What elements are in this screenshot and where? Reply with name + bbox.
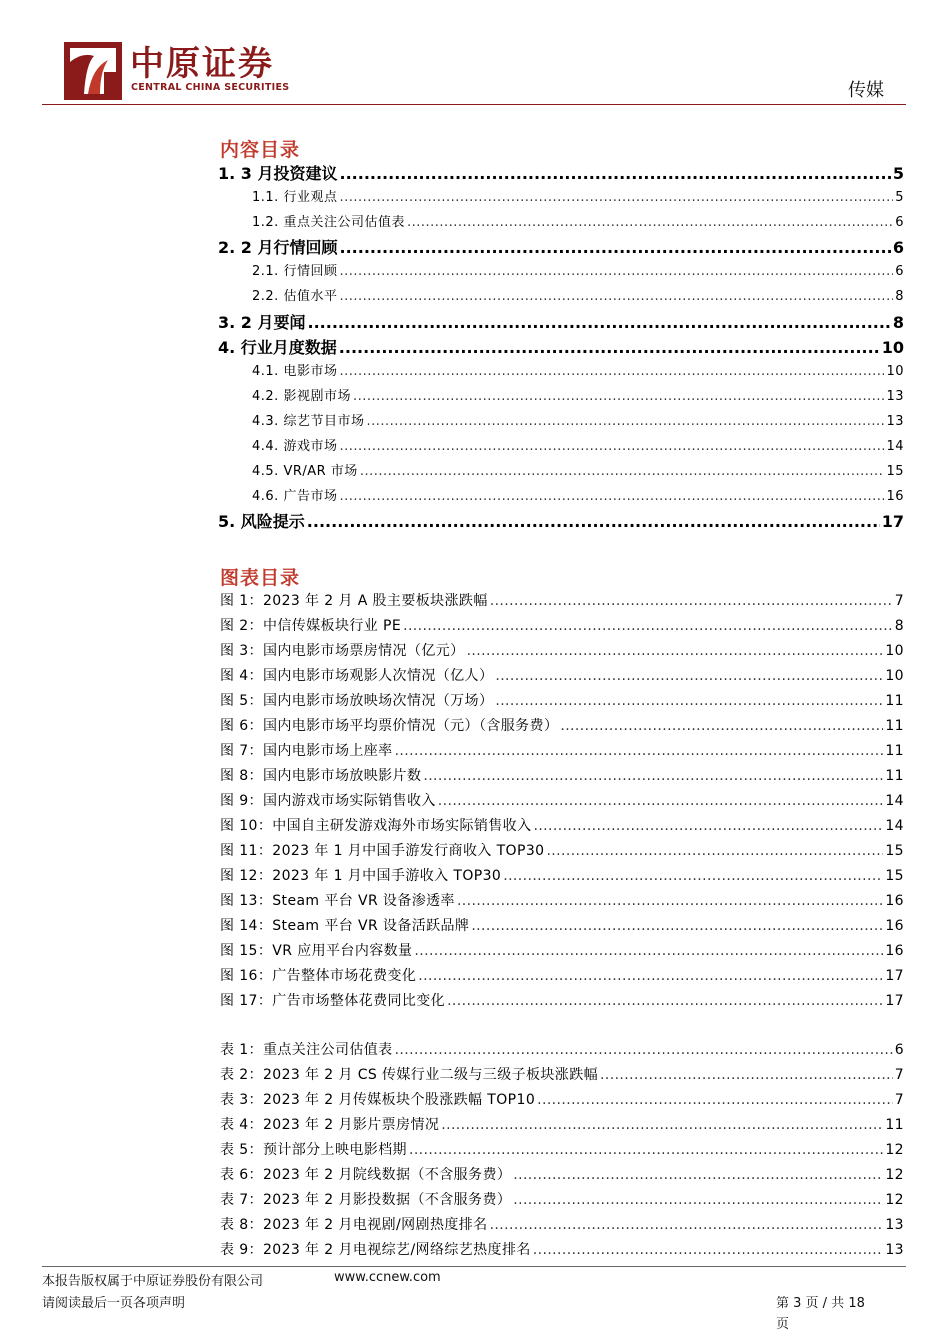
table-entry[interactable]: 表 2：2023 年 2 月 CS 传媒行业二级与三级子板块涨跌幅 ..... 7 xyxy=(220,1065,904,1085)
figure-entry[interactable]: 图 13：Steam 平台 VR 设备渗透率 ..... 16 xyxy=(220,891,904,911)
figure-entry[interactable]: 图 8：国内电影市场放映影片数 ..... 11 xyxy=(220,766,904,786)
toc-entry[interactable]: 4. 行业月度数据 ..... 10 xyxy=(218,337,904,359)
toc-entry[interactable]: 4.5. VR/AR 市场 ..... 15 xyxy=(252,462,904,482)
table-entry[interactable]: 表 3：2023 年 2 月传媒板块个股涨跌幅 TOP10 ..... 7 xyxy=(220,1090,904,1110)
figure-entry[interactable]: 图 9：国内游戏市场实际销售收入 ..... 14 xyxy=(220,791,904,811)
toc-entry[interactable]: 4.1. 电影市场 ..... 10 xyxy=(252,362,904,382)
company-logo-icon xyxy=(64,42,122,100)
page-number: 第 3 页 / 共 18 xyxy=(776,1296,865,1311)
toc-entry[interactable]: 2.1. 行情回顾 ..... 6 xyxy=(252,262,904,282)
toc-entry[interactable]: 3. 2 月要闻 ..... 8 xyxy=(218,312,904,334)
toc-entry[interactable]: 1.1. 行业观点 ..... 5 xyxy=(252,188,904,208)
figure-entry[interactable]: 图 4：国内电影市场观影人次情况（亿人） ..... 10 xyxy=(220,666,904,686)
page-number-suffix: 页 xyxy=(776,1317,790,1332)
figure-entry[interactable]: 图 16：广告整体市场花费变化 ..... 17 xyxy=(220,966,904,986)
table-entry[interactable]: 表 7：2023 年 2 月影投数据（不含服务费） ..... 12 xyxy=(220,1190,904,1210)
footer-disclaimer: 请阅读最后一页各项声明 xyxy=(42,1296,186,1311)
toc-entry[interactable]: 4.3. 综艺节目市场 ..... 13 xyxy=(252,412,904,432)
footer-website-link[interactable]: www.ccnew.com xyxy=(334,1270,441,1285)
table-entry[interactable]: 表 6：2023 年 2 月院线数据（不含服务费） ..... 12 xyxy=(220,1165,904,1185)
figure-entry[interactable]: 图 14：Steam 平台 VR 设备活跃品牌 ..... 16 xyxy=(220,916,904,936)
figures-title: 图表目录 xyxy=(220,567,301,589)
figure-entry[interactable]: 图 17：广告市场整体花费同比变化 ..... 17 xyxy=(220,991,904,1011)
logo-chinese-name: 中原证券 xyxy=(130,44,274,84)
toc-entry[interactable]: 1. 3 月投资建议 ..... 5 xyxy=(218,163,904,185)
toc-entry[interactable]: 4.2. 影视剧市场 ..... 13 xyxy=(252,387,904,407)
figure-entry[interactable]: 图 1：2023 年 2 月 A 股主要板块涨跌幅 ..... 7 xyxy=(220,591,904,611)
page-header xyxy=(0,0,950,110)
toc-entry[interactable]: 2. 2 月行情回顾 ..... 6 xyxy=(218,237,904,259)
figure-entry[interactable]: 图 2：中信传媒板块行业 PE ..... 8 xyxy=(220,616,904,636)
figure-entry[interactable]: 图 10：中国自主研发游戏海外市场实际销售收入 ..... 14 xyxy=(220,816,904,836)
table-entry[interactable]: 表 1：重点关注公司估值表 ..... 6 xyxy=(220,1040,904,1060)
figure-entry[interactable]: 图 15：VR 应用平台内容数量 ..... 16 xyxy=(220,941,904,961)
toc-entry[interactable]: 2.2. 估值水平 ..... 8 xyxy=(252,287,904,307)
table-entry[interactable]: 表 4：2023 年 2 月影片票房情况 ..... 11 xyxy=(220,1115,904,1135)
toc-entry[interactable]: 1.2. 重点关注公司估值表 ..... 6 xyxy=(252,213,904,233)
toc-entry[interactable]: 4.4. 游戏市场 ..... 14 xyxy=(252,437,904,457)
footer-copyright: 本报告版权属于中原证券股份有限公司 xyxy=(42,1274,264,1289)
figure-entry[interactable]: 图 5：国内电影市场放映场次情况（万场） ..... 11 xyxy=(220,691,904,711)
logo-english-name: CENTRAL CHINA SECURITIES xyxy=(131,82,290,93)
figure-entry[interactable]: 图 12：2023 年 1 月中国手游收入 TOP30 ..... 15 xyxy=(220,866,904,886)
header-divider xyxy=(42,104,906,105)
toc-entry[interactable]: 4.6. 广告市场 ..... 16 xyxy=(252,487,904,507)
figure-entry[interactable]: 图 6：国内电影市场平均票价情况（元）（含服务费） ..... 11 xyxy=(220,716,904,736)
table-entry[interactable]: 表 8：2023 年 2 月电视剧/网剧热度排名 ..... 13 xyxy=(220,1215,904,1235)
figure-entry[interactable]: 图 7：国内电影市场上座率 ..... 11 xyxy=(220,741,904,761)
toc-title: 内容目录 xyxy=(220,139,301,161)
footer-divider xyxy=(42,1266,906,1267)
table-entry[interactable]: 表 9：2023 年 2 月电视综艺/网络综艺热度排名 ..... 13 xyxy=(220,1240,904,1260)
report-section: 传媒 xyxy=(848,80,884,101)
figure-entry[interactable]: 图 11：2023 年 1 月中国手游发行商收入 TOP30 ..... 15 xyxy=(220,841,904,861)
toc-entry[interactable]: 5. 风险提示 ..... 17 xyxy=(218,511,904,533)
table-entry[interactable]: 表 5：预计部分上映电影档期 ..... 12 xyxy=(220,1140,904,1160)
figure-entry[interactable]: 图 3：国内电影市场票房情况（亿元） ..... 10 xyxy=(220,641,904,661)
